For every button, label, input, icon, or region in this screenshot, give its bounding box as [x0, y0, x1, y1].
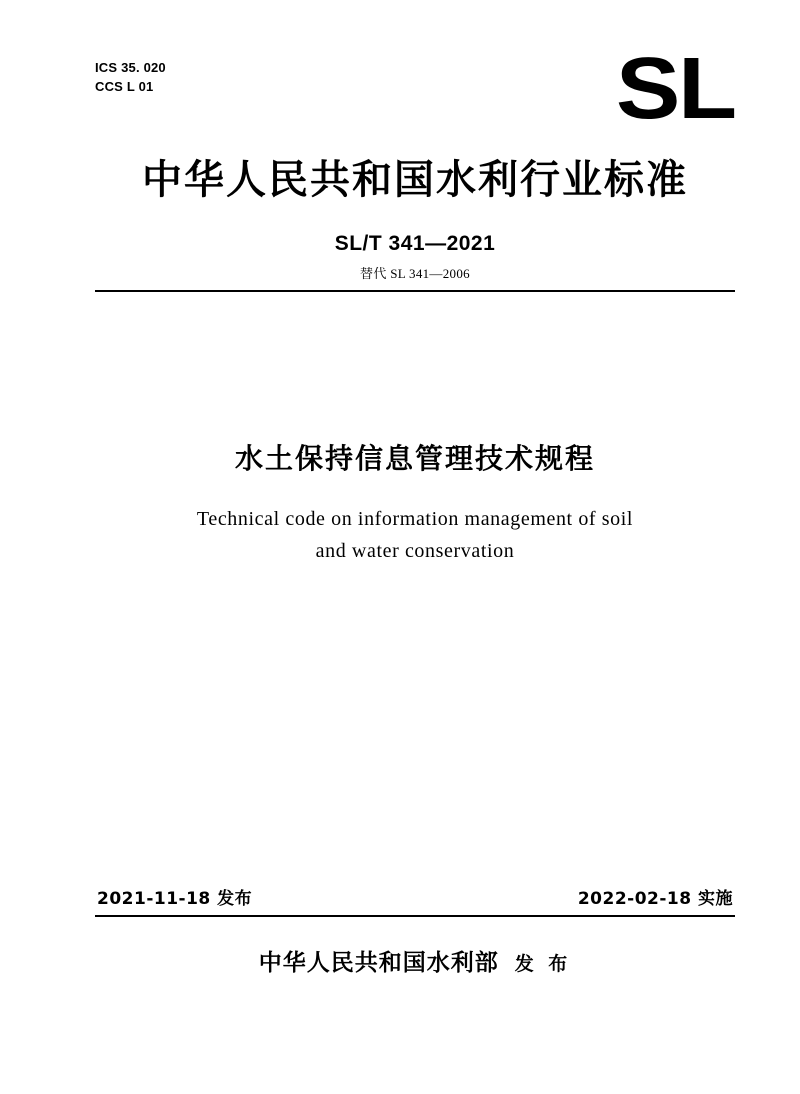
ics-code: ICS 35. 020: [95, 60, 166, 75]
document-title-en-line2: and water conservation: [315, 540, 515, 562]
publisher-verb: 发 布: [514, 953, 572, 975]
standard-number: SL/T 341—2021: [334, 232, 496, 255]
publisher: [95, 944, 735, 977]
footer-divider: [95, 915, 735, 917]
document-title-en-line1: Technical code on information management of soil: [196, 508, 634, 530]
header-divider: [95, 290, 735, 292]
replaces-note: 替代 SL 341—2006: [360, 266, 470, 281]
standard-series-title: 中华人民共和国水利行业标准: [142, 157, 688, 203]
sl-logo: SL: [616, 40, 735, 138]
issue-date: 2021-11-18 发布: [97, 889, 253, 909]
effective-date: 2022-02-18 实施: [577, 889, 733, 909]
document-title-en: [165, 503, 665, 567]
document-title-cn: 水土保持信息管理技术规程: [234, 442, 595, 475]
publisher-name: 中华人民共和国水利部: [258, 950, 499, 976]
classification-codes: [95, 58, 166, 96]
cover-content: [95, 0, 735, 1094]
ccs-code: CCS L 01: [95, 79, 154, 94]
